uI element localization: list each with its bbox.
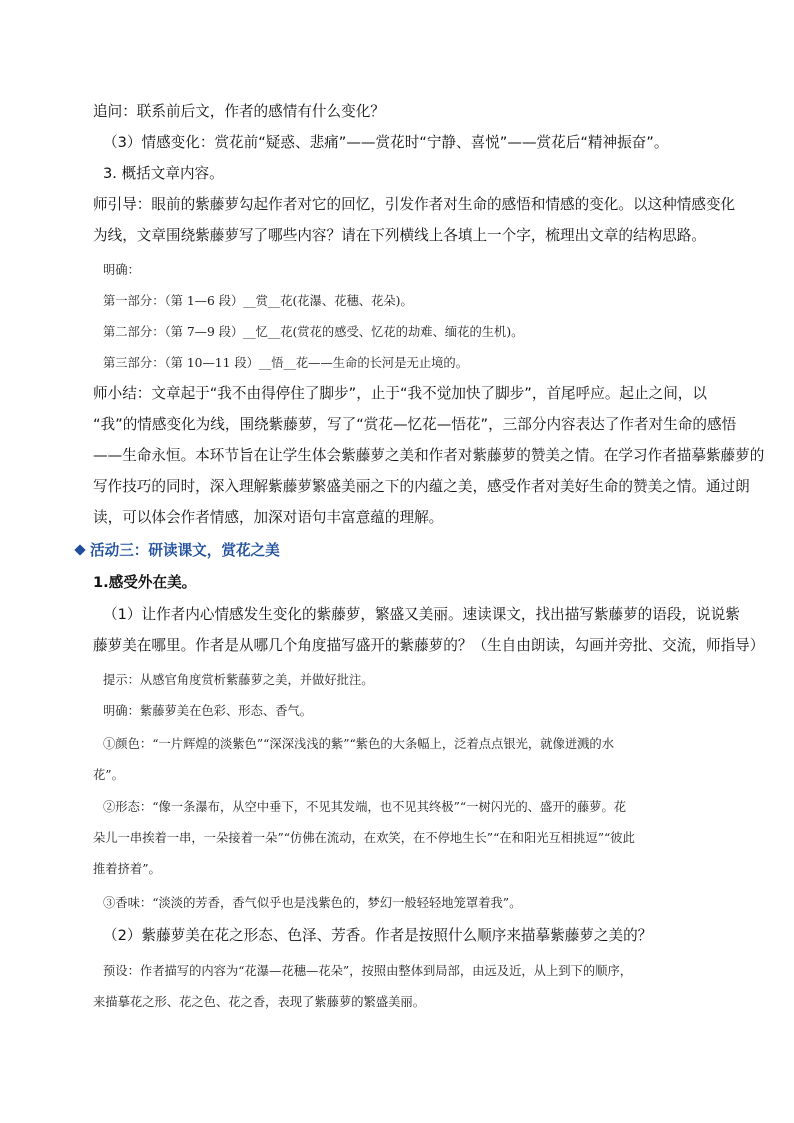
part-three-blank: __悟__: [258, 356, 296, 370]
clarify-beauty: 明确：紫藤萝美在色彩、形态、香气。: [103, 704, 313, 718]
question-one-line-2: 藤萝美在哪里。作者是从哪几个角度描写盛开的紫藤萝的？（生自由朗读，勾画并旁批、交流，师指导）: [93, 637, 765, 654]
shape-line-1: ②形态：“像一条瀑布，从空中垂下，不见其发端，也不见其终极”“一树闪光的、盛开的藤萝。花: [103, 800, 627, 814]
part-three: [103, 352, 725, 374]
emotion-change: （3）情感变化：赏花前“疑惑、悲痛”——赏花时“宁静、喜悦”——赏花后“精神振奋”。: [103, 134, 669, 151]
diamond-icon: [74, 544, 85, 555]
teacher-summary-line-4: 写作技巧的同时，深入理解紫藤萝繁盛美丽之下的内蕴之美，感受作者对美好生命的赞美之情。通过朗: [93, 478, 750, 495]
follow-up-question: 追问：联系前后文，作者的感情有什么变化？: [93, 103, 385, 120]
part-one: [103, 290, 725, 312]
part-two-content: 花(赏花的感受、忆花的劫难、缅花的生机)。: [280, 325, 524, 339]
teacher-guide-line-2: 为线，文章围绕紫藤萝写了哪些内容？请在下列横线上各填上一个字，梳理出文章的结构思路。: [93, 227, 706, 244]
teacher-guide-line-1: 师引导：眼前的紫藤萝勾起作者对它的回忆，引发作者对生命的感悟和情感的变化。以这种情感变化: [93, 196, 736, 213]
teacher-summary-line-5: 读，可以体会作者情感，加深对语句丰富意蕴的理解。: [93, 509, 444, 526]
teacher-summary-line-3: ——生命永恒。本环节旨在让学生体会紫藤萝之美和作者对紫藤萝的赞美之情。在学习作者描摹紫藤萝的: [93, 447, 765, 464]
hint: 提示：从感官角度赏析紫藤萝之美，并做好批注。: [103, 673, 374, 687]
shape-line-3: 推着挤着”。: [93, 862, 161, 876]
question-two: （2）紫藤萝美在花之形态、色泽、芳香。作者是按照什么顺序来描摹紫藤萝之美的？: [103, 927, 653, 944]
part-one-range: 第一部分：（第 1—6 段）: [103, 294, 244, 308]
part-two: [103, 321, 725, 343]
teacher-summary-line-1: 师小结：文章起于“我不由得停住了脚步”，止于“我不觉加快了脚步”，首尾呼应。起止之间，以: [93, 385, 707, 402]
preset-line-1: 预设：作者描写的内容为“花瀑—花穗—花朵”，按照由整体到局部，由远及近，从上到下的顺序，: [103, 964, 633, 978]
part-two-range: 第二部分：（第 7—9 段）: [103, 325, 244, 339]
part-three-range: 第三部分：（第 10—11 段）: [103, 356, 259, 370]
part-one-blank: __赏__: [243, 294, 281, 308]
teacher-summary-line-2: “我”的情感变化为线，围绕紫藤萝，写了“赏花—忆花—悟花”，三部分内容表达了作者对生命的感悟: [93, 416, 737, 433]
color-line-2: 花”。: [93, 768, 124, 782]
activity-three-heading: [76, 540, 698, 562]
fragrance-line: ③香味：“淡淡的芳香，香气似乎也是浅紫色的，梦幻一般轻轻地笼罩着我”。: [103, 896, 522, 910]
activity-three-title: 活动三：研读课文，赏花之美: [90, 542, 280, 559]
part-one-content: 花(花瀑、花穗、花朵)。: [280, 294, 413, 308]
question-one-line-1: （1）让作者内心情感发生变化的紫藤萝，繁盛又美丽。速读课文，找出描写紫藤萝的语段，说说紫: [103, 606, 740, 623]
clarify-label: 明确：: [103, 263, 140, 277]
section-outer-beauty: 1.感受外在美。: [93, 574, 197, 591]
part-three-content: 花——生命的长河是无止境的。: [295, 356, 469, 370]
preset-line-2: 来描摹花之形、花之色、花之香，表现了紫藤萝的繁盛美丽。: [93, 995, 426, 1009]
part-two-blank: __忆__: [243, 325, 281, 339]
summary-task: 3. 概括文章内容。: [103, 165, 224, 182]
color-line-1: ①颜色：“一片辉煌的淡紫色”“深深浅浅的紫”“紫色的大条幅上，泛着点点银光，就像迸溅的水: [103, 737, 615, 751]
shape-line-2: 朵儿一串挨着一串，一朵接着一朵”“仿佛在流动，在欢笑，在不停地生长”“在和阳光互相挑逗”“彼此: [93, 831, 635, 845]
